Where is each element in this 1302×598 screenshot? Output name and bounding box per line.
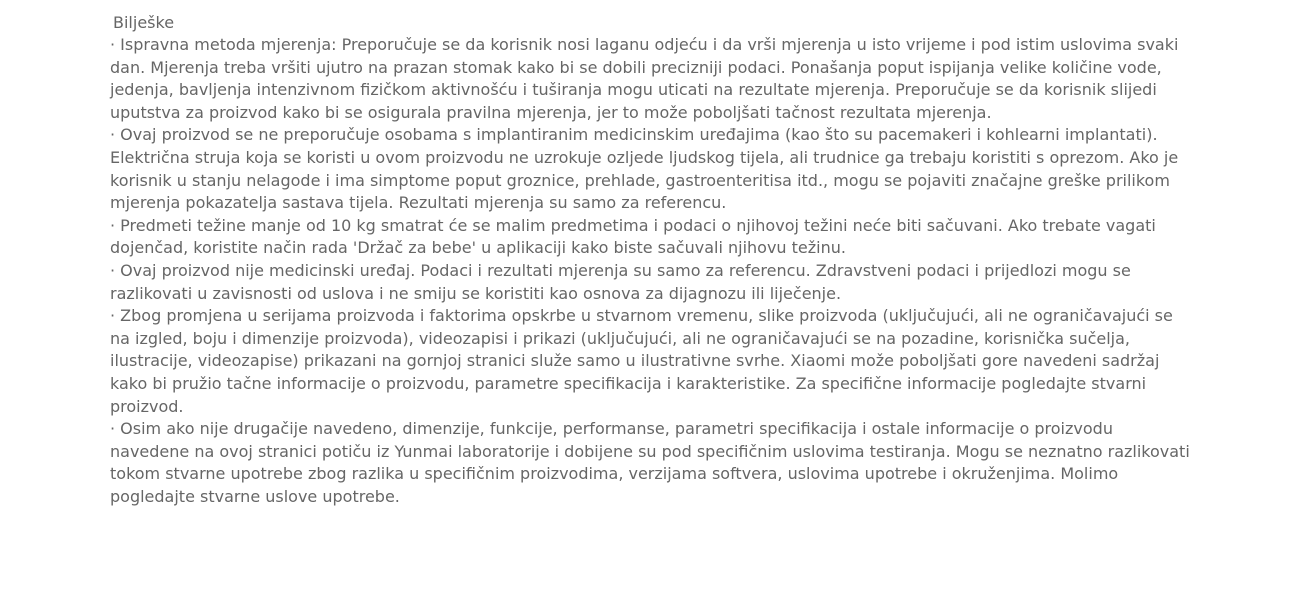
note-medical-implants: · Ovaj proizvod se ne preporučuje osobama s implantiranim medicinskim uređajima (kao što su pacemakeri i kohlearni implantati). Električna struja koja se koristi u ovom proizvodu ne uzrokuje ozljede ljudskog tijela, ali trudnice ga trebaju koristiti s oprezom. Ako je korisnik u stanju nelagode i ima simptome poput groznice, prehlade, gastroenteritisa itd., mogu se pojaviti značajne greške prilikom mjerenja pokazatelja sastava tijela. Rezultati mjerenja su samo za referencu. [110, 125, 1179, 213]
notes-list [110, 34, 1190, 508]
note-measurement-method: · Ispravna metoda mjerenja: Preporučuje se da korisnik nosi laganu odjeću i da vrši mjerenja u isto vrijeme i pod istim uslovima svaki dan. Mjerenja treba vršiti ujutro na prazan stomak kako bi se dobili precizniji podaci. Ponašanja poput ispijanja velike količine vode, jedenja, bavljenja intenzivnom fizičkom aktivnošću i tuširanja mogu uticati na rezultate mjerenja. Preporučuje se da korisnik slijedi uputstva za proizvod kako bi se osigurala pravilna mjerenja, jer to može poboljšati tačnost rezultata mjerenja. [110, 35, 1179, 122]
notes-title: Bilješke [113, 13, 175, 32]
note-not-medical-device: · Ovaj proizvod nije medicinski uređaj. Podaci i rezultati mjerenja su samo za referencu. Zdravstveni podaci i prijedlozi mogu se razlikovati u zavisnosti od uslova i ne smiju se koristiti kao osnova za dijagnozu ili liječenje. [110, 260, 1131, 303]
note-small-objects: · Predmeti težine manje od 10 kg smatrat će se malim predmetima i podaci o njihovoj težini neće biti sačuvani. Ako trebate vagati dojenčad, koristite način rada 'Držač za bebe' u aplikaciji kako biste sačuvali njihovu težinu. [110, 215, 1156, 258]
note-product-images: · Zbog promjena u serijama proizvoda i faktorima opskrbe u stvarnom vremenu, slike proizvoda (uključujući, ali ne ograničavajući se na izgled, boju i dimenzije proizvoda), videozapisi i prikazi (uključujući, ali ne ograničavajući se na pozadine, korisnička sučelja, ilustracije, videozapise) prikazani na gornjoj stranici služe samo u ilustrativne svrhe. Xiaomi može poboljšati gore navedeni sadržaj kako bi pružio tačne informacije o proizvodu, parametre specifikacija i karakteristike. Za specifične informacije pogledajte stvarni proizvod. [110, 306, 1173, 416]
notes-section [110, 12, 1190, 508]
note-specifications-source: · Osim ako nije drugačije navedeno, dimenzije, funkcije, performanse, parametri specifikacija i ostale informacije o proizvodu navedene na ovoj stranici potiču iz Yunmai laboratorije i dobijene su pod specifičnim uslovima testiranja. Mogu se neznatno razlikovati tokom stvarne upotrebe zbog razlika u specifičnim proizvodima, verzijama softvera, uslovima upotrebe i okruženjima. Molimo pogledajte stvarne uslove upotrebe. [110, 419, 1190, 506]
